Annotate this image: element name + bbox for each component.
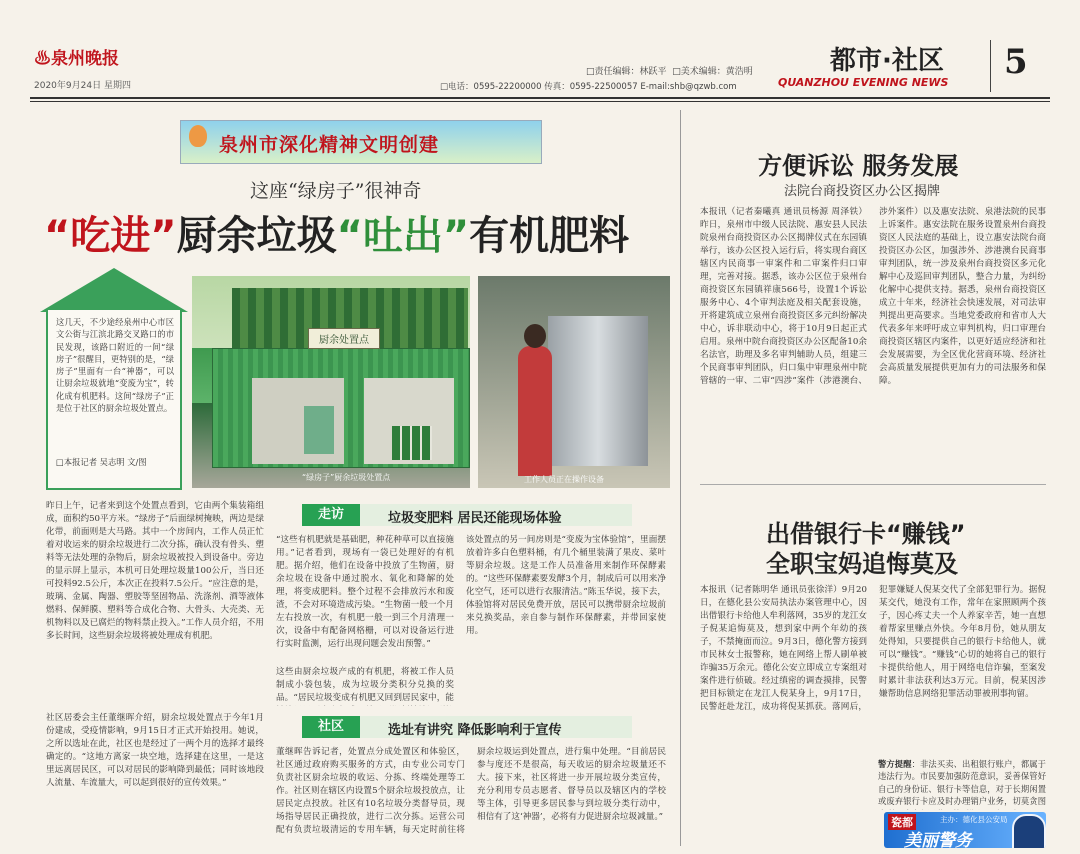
article3-headline-2: 全职宝妈追悔莫及 xyxy=(766,550,958,578)
campaign-banner-text: 泉州市深化精神文明创建 xyxy=(219,134,440,156)
tip-label: 警方提醒 xyxy=(878,759,912,769)
issue-date xyxy=(34,78,131,91)
headline-spit-out: “吐出” xyxy=(336,213,470,259)
subhead2-text: 选址有讲究 降低影响利于宣传 xyxy=(388,723,562,738)
masthead-rule-bottom xyxy=(30,101,1050,102)
subhead2 xyxy=(302,716,632,738)
subhead1-tag: 走访 xyxy=(302,504,360,526)
subhead2-tag: 社区 xyxy=(302,716,360,738)
lead-house-roof xyxy=(40,268,188,312)
machine-shape xyxy=(304,406,334,454)
bins-shape xyxy=(392,426,432,460)
photo-worker xyxy=(478,276,670,488)
article2-headline: 方便诉讼 服务发展 xyxy=(758,152,959,180)
subhead1-text: 垃圾变肥料 居民还能现场体验 xyxy=(388,511,562,526)
sign-board: 厨余处置点 xyxy=(308,328,380,349)
article2-subhead: 法院台商投资区办公区揭牌 xyxy=(784,184,941,199)
balloon-icon xyxy=(189,125,207,147)
editor-line xyxy=(586,64,753,77)
article1-body-col5: 董继晖告诉记者，处置点分成处置区和体验区，社区通过政府购买服务的方式，由专业公司专门负责社区厨余垃圾的收运、分拣、终端处理等工作。社区则在辖区内设置5个厨余垃圾投放点，让居民定点投放。社区有10名垃圾分类督导员，现场指导居民正确投放，进行二次分拣。运营公司配有负责垃圾清运的专用车辆，每天定时前往将厨余垃圾运到处置点，进行集中处理。“目前居民参与度还不是很高，每天收运的厨余垃圾量还不大。接下来，社区将进一步开展垃圾分类宣传，充分利用专员志愿者、督导员以及辖区内的学校等主体，引导更多居民参与到垃圾分类行动中，相信有了这‘神器’，必将有力促进厨余垃圾减量。” xyxy=(276,747,666,835)
masthead-rule-top xyxy=(30,97,1050,99)
lead-byline: □本报记者 吴志明 文/图 xyxy=(56,457,147,467)
campaign-banner xyxy=(180,120,542,164)
masthead xyxy=(0,0,1080,104)
article1-body-col2: “这些有机肥就是基础肥，种花种草可以直接施用。”记者看到，现场有一袋已处理好的有机肥。据介绍，他们在设备中投放了生物菌，厨余垃圾在设备中通过脱水、氧化和降解的处理，将变成肥料。整个过程不会排放污水和废渣，不会对环境造成污染。“生物菌一般一个月左右投放一次，有机肥一般一到三个月清理一次，设备中有配备网格栅，可以对设备运行进行实时监测，运行出现问题会发出预警。” xyxy=(276,535,454,649)
article1-kicker: 这座“绿房子”很神奇 xyxy=(250,180,422,202)
lead-text: 这几天，不少途经泉州中心市区文公街与江滨北路交叉路口的市民发现，该路口附近的一间“绿房子”很醒目，更特别的是，“绿房子”里面有一台“神器”，可以让厨余垃圾就地“变废为宝”，转化成有机肥料。这间“绿房子”正是位于社区的厨余垃圾处置点。 xyxy=(56,317,174,414)
subhead1 xyxy=(302,504,632,526)
lead-box xyxy=(46,310,182,490)
photo-caption-left: “绿房子”厨余垃圾处置点 xyxy=(302,473,391,482)
police-sponsor: 主办：德化县公安局 xyxy=(940,815,1008,824)
masthead-divider xyxy=(990,40,991,92)
photo-green-house xyxy=(192,276,470,488)
paper-logo-text: 泉州晚报 xyxy=(51,49,119,69)
article3-body: 本报讯（记者陈明华 通讯员张徐洋）9月20日，在德化县公安局执法办案管理中心，因出借银行卡给他人牟利落网，35岁的龙江女子倪某追悔莫及，想到家中两个年幼的孩子，不禁掩面而泣。9月3日，德化警方接到市民林女士报警称，她在网络上帮人刷单被诈骗35万余元。德化公安立即成立专案组对案件进行侦破。经过缜密的调查摸排，民警把目标锁定在龙江人倪某身上，9月17日，民警赶赴龙江，成功将倪某抓获。落网后，犯罪嫌疑人倪某交代了全部犯罪行为。据倪某交代，她没有工作，常年在家照顾两个孩子，因心疼丈夫一个人养家辛苦，她一直想着帮家里赚点外快。今年8月份，她从朋友处得知，只要提供自己的银行卡给他人，就可以“赚钱”。“赚钱”心切的她将自己的银行卡提供给他人，用于网络电信诈骗，至案发时累计非法获利达3万元。目前，倪某因涉嫌帮助信息网络犯罪活动罪被刑事拘留。 xyxy=(700,585,1046,712)
police-title: 美丽警务 xyxy=(904,831,972,848)
paper-logo-icon: ♨ xyxy=(34,49,51,69)
headline-organic-fertilizer: 有机肥料 xyxy=(469,213,630,259)
police-brand: 瓷都 xyxy=(888,814,916,830)
art-editor-text: □美术编辑：黄浩明 xyxy=(672,67,753,77)
photo-caption-right: 工作人员正在操作设备 xyxy=(524,475,604,484)
section-title: 都市·社区 xyxy=(830,46,944,76)
date-text: 2020年9月24日 xyxy=(34,81,102,91)
worker-figure xyxy=(518,346,552,476)
headline-eat-in: “吃进” xyxy=(44,213,177,259)
police-mascot-icon xyxy=(1012,814,1046,848)
article1-headline xyxy=(44,204,629,261)
worker-head xyxy=(524,324,546,348)
section-en: QUANZHOU EVENING NEWS xyxy=(778,76,949,89)
article1-body-col3: 该处置点的另一间房则是“变废为宝体验馆”，里面摆放着许多白色塑料桶，有几个桶里装满了果皮、菜叶等厨余垃圾。这是工作人员准备用来制作环保酵素的。“这些环保酵素要发酵3个月，制成后可以用来净化空气，还可以进行衣服清洁。”陈玉华说，接下去，体验馆将对居民免费开放，居民可以携带厨余垃圾前来兑换奖品，亲自参与制作环保酵素，并带回家使用。 xyxy=(466,535,666,636)
article1-body-col2b: 这些由厨余垃圾产成的有机肥，将被工作人员制成小袋包装，成为垃圾分类积分兑换的奖品。“居民垃圾变成有机肥又回到居民家中，能 xyxy=(276,667,454,703)
article1-body-col1: 昨日上午，记者来到这个处置点看到，它由两个集装箱组成，面积约50平方米。“绿房子”后面绿树掩映，两边是绿化带，前面则是大马路。其中一个房间内，工作人员正忙着对收运来的厨余垃圾进行二次分拣，确认没有骨头、塑料等无法处理的杂物后，厨余垃圾被投入到设备中。旁边的显示屏上显示，本机可日处理垃圾量100公斤，当日还可投料92.5公斤，本次正在投料7.5公斤。“应注意的是，玻璃、金属、陶器、塑胶等坚固物品、洗涤剂、酒等液体燃料、保鲜膜、塑料等合成化合物、大骨头、大壳类、无机物料以及已腐烂的物料禁止投入。”工作人员介绍，不用多长时间，这些厨余垃圾将被处理成有机肥。 xyxy=(46,501,264,641)
machine-hopper xyxy=(548,316,648,466)
headline-kitchen-waste: 厨余垃圾 xyxy=(176,213,337,259)
article3-tip xyxy=(878,758,1046,810)
article2-body: 本报讯（记者秦曦真 通讯员杨源 周泽铁）昨日，泉州市中级人民法院、惠安县人民法院泉州台商投资区办公区揭牌仪式在东园镇举行，该办公区投入运行后，将实现台商区辖区内民商事一审案件和二审案件归口审理，完善对接。据悉，该办公区位于泉州台商投资区东园镇祥康566号，设置1个诉讼服务中心、4个审判法庭及相关配套设施，开将建筑成立泉州台商投资区多元纠纷解决中心，诉非联动中心，将于10月9日起正式启用。泉州中院台商投资区办公区配备10余名法官，助理及多名审判辅助人员，组建三个民商事审判团队，归口集中审理泉州中院管辖的一审、二审“四涉”案件（涉港澳台、涉外案件）以及惠安法院、泉港法院的民事上诉案件。惠安法院在服务设置泉州台商投资区人民法庭的基础上，设立惠安法院台商投资区办公区，加强涉外、涉港澳台民商事审判团队，统一涉及泉州台商投资区多元化解中心及巡回审判团队，整合力量，为纠纷化解中心提供支持。据悉，泉州台商投资区成立十年来，经济社会快速发展，对司法审判提出更高要求。当地党委政府和省市人大代表多年来呼吁成立审判机构，归口审理台商投资区辖区内案件，以更好适应经济和社会发展需要，为全区优化营商环境、经济社会高质量发展提供更加有力的司法服务和保障。 xyxy=(700,207,1046,386)
column-divider xyxy=(680,110,681,846)
weekday-text: 星期四 xyxy=(103,81,131,91)
article3-headline-1: 出借银行卡“赚钱” xyxy=(766,520,966,548)
page-number: 5 xyxy=(1004,42,1028,82)
police-banner xyxy=(884,812,1046,848)
contact-line: □电话：0595-22200000 传真：0595-22500057 E-mail:shb@qzwb.com xyxy=(440,82,737,92)
article1-body-col4: 社区居委会主任董继晖介绍，厨余垃圾处置点于今年1月份建成，受疫情影响，9月15日才正式开始投用。她说，之所以选址在此，社区也是经过了一两个月的选择才最终确定的。“这地方离家一块空地，选择建在这里，一是这里远离居民区，可以对居民的影响降到最低；同时该地段人流量、车流量大，可以起到很好的宣传效果。” xyxy=(46,713,264,788)
right-divider xyxy=(700,484,1046,485)
paper-logo xyxy=(34,44,119,69)
editor-text: □责任编辑：林跃平 xyxy=(586,67,667,77)
tip-text: ：非法买卖、出租银行账户，都属于违法行为。市民要加强防范意识，妥善保管好自己的身份证、银行卡等信息，对于长期闲置或废弃银行卡应及时办理销户业务，切莫贪图 xyxy=(878,759,1046,807)
